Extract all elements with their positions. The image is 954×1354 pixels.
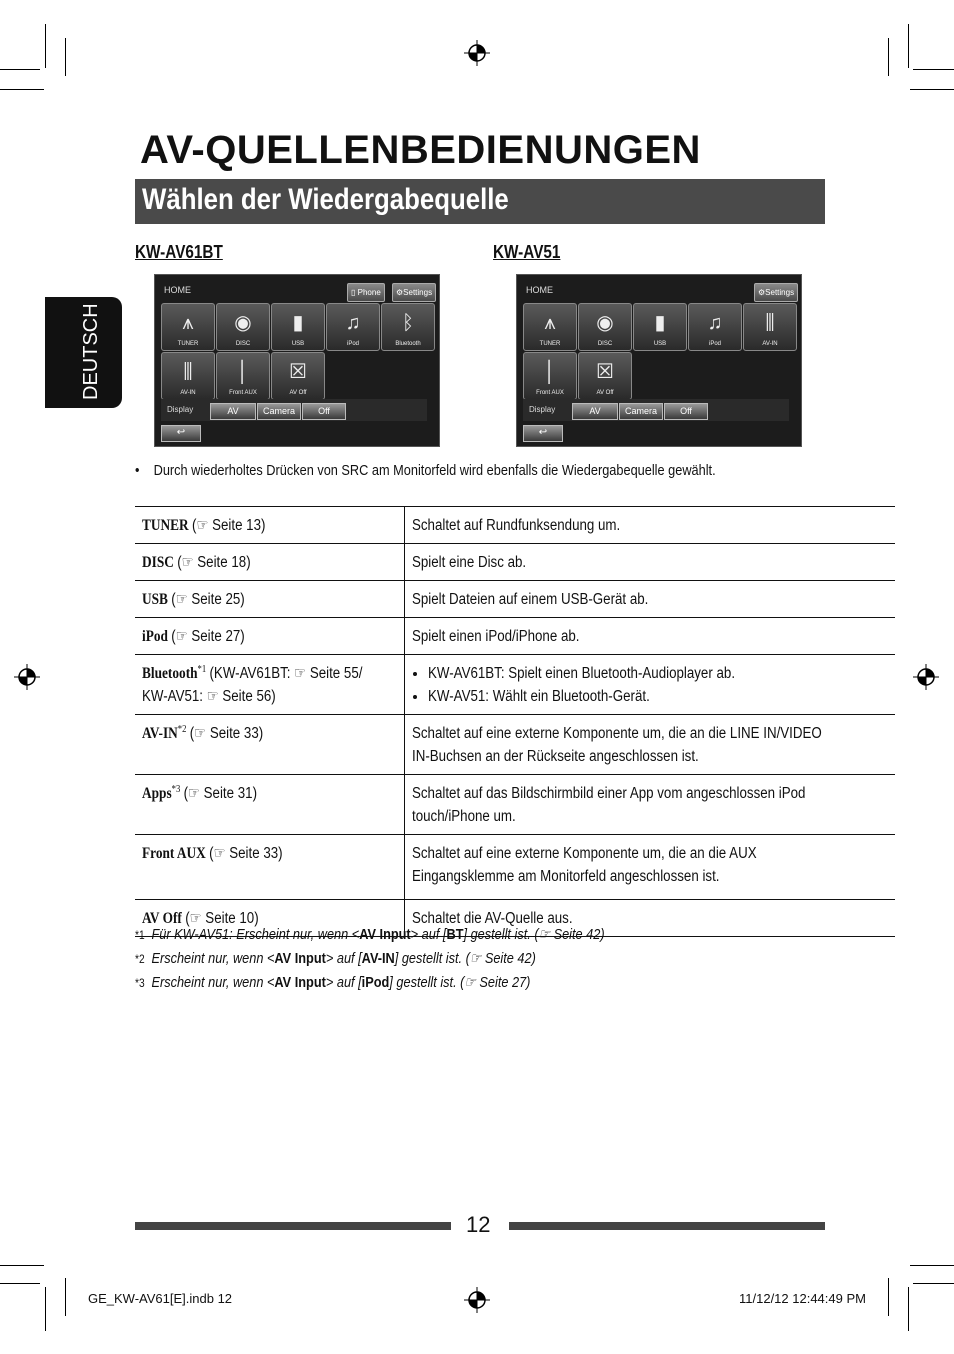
antenna-icon: ⩚	[544, 312, 556, 334]
page-ref: (☞ Seite 27)	[171, 628, 245, 645]
page-ref: (☞ Seite 33)	[209, 845, 283, 862]
page-ref: (☞ Seite 33)	[189, 725, 264, 742]
footnote-mark: *3	[135, 976, 145, 990]
footnote-mark: *1	[135, 928, 145, 942]
crop-mark	[45, 1287, 46, 1331]
source-name: AV-IN	[142, 725, 178, 742]
page-ref: (☞ Seite 18)	[177, 554, 251, 571]
footnote-bold: BT	[446, 926, 464, 943]
source-name: Apps	[142, 785, 172, 802]
source-cell	[135, 581, 405, 618]
source-name: iPod	[142, 628, 168, 645]
tile-label: Front AUX	[229, 390, 257, 396]
source-name: AV Off	[142, 910, 182, 927]
footnote-text: ] gestellt ist. (☞ Seite 42)	[394, 950, 536, 967]
description: Spielt eine Disc ab.	[412, 554, 527, 571]
description: Eingangsklemme am Monitorfeld angeschlossen ist.	[412, 868, 720, 885]
crop-mark	[913, 1283, 954, 1284]
settings-label: Settings	[765, 288, 795, 297]
footnote-marker: *2	[177, 723, 187, 735]
section-title: Wählen der Wiedergabequelle	[142, 183, 509, 216]
display-av-button[interactable]: AV	[210, 403, 256, 420]
description: Schaltet auf Rundfunksendung um.	[412, 517, 621, 534]
footnote-3	[135, 973, 530, 991]
description-cell	[405, 715, 895, 775]
bluetooth-icon: ᛒ	[402, 312, 414, 334]
close-icon: ☒	[289, 361, 307, 383]
settings-button[interactable]	[392, 283, 436, 302]
source-name: USB	[142, 591, 168, 608]
table-row	[135, 835, 895, 900]
table-row	[135, 581, 895, 618]
crop-mark	[0, 1283, 40, 1284]
tile-ipod[interactable]	[688, 303, 742, 351]
footnote-text: Erscheint nur, wenn <	[151, 974, 275, 991]
footnote-bold: iPod	[361, 974, 390, 991]
tile-tuner[interactable]	[523, 303, 577, 351]
tile-label: AV-IN	[180, 390, 196, 396]
tile-label: iPod	[346, 341, 359, 347]
crop-mark	[910, 89, 954, 90]
tile-label: USB	[653, 341, 667, 347]
music-note-icon: ♫	[707, 312, 723, 334]
page-bar-right	[509, 1222, 825, 1230]
description-cell	[405, 581, 895, 618]
table-row	[135, 544, 895, 581]
description: Schaltet die AV-Quelle aus.	[412, 910, 573, 927]
source-cell	[135, 618, 405, 655]
crop-mark	[45, 24, 46, 68]
description-cell	[405, 835, 895, 900]
note-text: Durch wiederholtes Drücken von SRC am Monitorfeld wird ebenfalls die Wiedergabequelle gewählt.	[153, 462, 716, 479]
source-cell	[135, 715, 405, 775]
footnote-1	[135, 925, 605, 943]
home-label: HOME	[164, 285, 191, 295]
back-button[interactable]	[161, 425, 201, 442]
footnote-text: Für KW-AV51: Erscheint nur, wenn <	[151, 926, 360, 943]
aux-plug-icon: │	[543, 361, 557, 383]
phone-button[interactable]	[347, 283, 385, 302]
footnote-mark: *2	[135, 952, 145, 966]
gear-icon: ⚙	[396, 288, 404, 297]
source-cell	[135, 835, 405, 900]
footer-file: GE_KW-AV61[E].indb 12	[88, 1291, 233, 1306]
tile-av-off[interactable]	[578, 352, 632, 400]
table-row	[135, 715, 895, 775]
display-av-button[interactable]: AV	[572, 403, 618, 420]
source-name: TUNER	[142, 517, 189, 534]
tile-disc[interactable]	[578, 303, 632, 351]
description: Schaltet auf das Bildschirmbild einer App vom angeschlossen iPod	[412, 785, 806, 802]
source-table	[135, 506, 895, 937]
tile-label: USB	[291, 341, 305, 347]
page-ref: (☞ Seite 13)	[192, 517, 266, 534]
page-ref: (☞ Seite 31)	[183, 785, 258, 802]
description-cell	[405, 507, 895, 544]
crop-mark	[0, 1265, 44, 1266]
source-cell	[135, 655, 405, 715]
tile-label: Front AUX	[536, 390, 564, 396]
tile-av-off[interactable]	[271, 352, 325, 400]
crop-mark	[910, 1265, 954, 1266]
footnote-bold: AV Input	[359, 926, 411, 943]
source-cell	[135, 507, 405, 544]
footnote-text: > auf [	[325, 974, 362, 991]
crop-mark	[913, 69, 954, 70]
aux-plug-icon: │	[236, 361, 250, 383]
footnote-bold: AV-IN	[361, 950, 395, 967]
tile-av-in[interactable]	[161, 352, 215, 400]
footnote-text: Erscheint nur, wenn <	[151, 950, 275, 967]
description: Schaltet auf eine externe Komponente um, die an die AUX	[412, 845, 757, 862]
phone-icon: ▯	[351, 288, 356, 297]
tile-av-in[interactable]	[743, 303, 797, 351]
gear-icon: ⚙	[758, 288, 766, 297]
tile-label: AV Off	[289, 390, 307, 396]
music-note-icon: ♫	[345, 312, 361, 334]
disc-icon: ◉	[596, 312, 614, 334]
description: KW-AV61BT: Spielt einen Bluetooth-Audioplayer ab.	[428, 665, 736, 682]
bullet-note: • Durch wiederholtes Drücken von SRC am Monitorfeld wird ebenfalls die Wiedergabequelle gewählt.	[135, 462, 716, 479]
footnote-bold: AV Input	[274, 974, 326, 991]
usb-icon: ▮	[654, 312, 666, 334]
phone-label: Phone	[357, 288, 381, 297]
tile-label: DISC	[235, 341, 251, 347]
description-cell	[405, 618, 895, 655]
footer-timestamp: 11/12/12 12:44:49 PM	[739, 1291, 866, 1306]
close-icon: ☒	[596, 361, 614, 383]
tile-tuner[interactable]	[161, 303, 215, 351]
crop-mark	[888, 1278, 889, 1316]
footnote-text: ] gestellt ist. (☞ Seite 42)	[463, 926, 605, 943]
crop-mark	[908, 24, 909, 68]
page-ref: (☞ Seite 10)	[185, 910, 259, 927]
table-row	[135, 775, 895, 835]
registration-mark-icon	[464, 40, 490, 66]
display-camera-button[interactable]: Camera	[257, 403, 301, 420]
crop-mark	[0, 89, 44, 90]
table-row	[135, 618, 895, 655]
table-row	[135, 655, 895, 715]
description: touch/iPhone um.	[412, 808, 517, 825]
crop-mark	[888, 38, 889, 76]
page-number: 12	[466, 1212, 491, 1237]
tile-usb[interactable]	[271, 303, 325, 351]
footnote-text: ] gestellt ist. (☞ Seite 27)	[389, 974, 531, 991]
tile-label: TUNER	[539, 341, 561, 347]
description: Spielt einen iPod/iPhone ab.	[412, 628, 580, 645]
description: Spielt Dateien auf einem USB-Gerät ab.	[412, 591, 649, 608]
table-row	[135, 507, 895, 544]
crop-mark	[65, 38, 66, 76]
registration-mark-icon	[913, 664, 939, 690]
antenna-icon: ⩚	[182, 312, 194, 334]
screen-kw-av61bt	[154, 274, 440, 447]
back-arrow-icon: ↩	[176, 427, 186, 438]
back-arrow-icon: ↩	[538, 427, 548, 438]
display-label: Display	[167, 405, 194, 414]
tile-disc[interactable]	[216, 303, 270, 351]
description: IN-Buchsen an der Rückseite angeschlossen ist.	[412, 748, 700, 765]
tile-label: AV-IN	[762, 341, 778, 347]
tile-label: DISC	[597, 341, 613, 347]
page-ref: KW-AV51: ☞ Seite 56)	[142, 688, 276, 705]
tile-ipod[interactable]	[326, 303, 380, 351]
footnote-bold: AV Input	[274, 950, 326, 967]
source-name: DISC	[142, 554, 174, 571]
tile-label: Bluetooth	[395, 341, 421, 347]
source-name: Bluetooth	[142, 665, 198, 682]
description-cell	[405, 655, 895, 715]
display-off-button[interactable]: Off	[664, 403, 708, 420]
tile-usb[interactable]	[633, 303, 687, 351]
display-camera-button[interactable]: Camera	[619, 403, 663, 420]
disc-icon: ◉	[234, 312, 252, 334]
home-label: HOME	[526, 285, 553, 295]
tile-label: iPod	[708, 341, 721, 347]
source-cell	[135, 544, 405, 581]
source-name: Front AUX	[142, 845, 206, 862]
tile-front-aux[interactable]	[216, 352, 270, 400]
crop-mark	[0, 69, 40, 70]
description: Schaltet auf eine externe Komponente um, die an die LINE IN/VIDEO	[412, 725, 823, 742]
display-off-button[interactable]: Off	[302, 403, 346, 420]
footnote-marker: *1	[197, 663, 207, 675]
crop-mark	[908, 1287, 909, 1331]
footnote-2	[135, 949, 536, 967]
tile-label: AV Off	[596, 390, 614, 396]
footnote-text: > auf [	[410, 926, 447, 943]
rca-plugs-icon: ⫼	[183, 361, 193, 383]
description: KW-AV51: Wählt ein Bluetooth-Gerät.	[428, 688, 651, 705]
page-ref: (☞ Seite 25)	[171, 591, 245, 608]
screen-kw-av51	[516, 274, 802, 447]
tile-bluetooth[interactable]	[381, 303, 435, 351]
description-cell	[405, 544, 895, 581]
usb-icon: ▮	[292, 312, 304, 334]
page-ref: (KW-AV61BT: ☞ Seite 55/	[209, 665, 363, 682]
display-label: Display	[529, 405, 556, 414]
back-button[interactable]	[523, 425, 563, 442]
source-cell	[135, 775, 405, 835]
settings-button[interactable]	[754, 283, 798, 302]
footnote-text: > auf [	[325, 950, 362, 967]
model-label-right: KW-AV51	[493, 242, 561, 262]
tile-front-aux[interactable]	[523, 352, 577, 400]
description-cell	[405, 775, 895, 835]
footnote-marker: *3	[171, 783, 181, 795]
page-bar-left	[135, 1222, 451, 1230]
tile-label: TUNER	[177, 341, 199, 347]
registration-mark-icon	[464, 1287, 490, 1313]
rca-plugs-icon: ⫼	[765, 312, 775, 334]
language-tab-label: DEUTSCH	[80, 303, 102, 401]
settings-label: Settings	[403, 288, 433, 297]
crop-mark	[65, 1278, 66, 1316]
registration-mark-icon	[14, 664, 40, 690]
page-title: AV-QUELLENBEDIENUNGEN	[140, 128, 701, 172]
model-label-left: KW-AV61BT	[135, 242, 223, 262]
